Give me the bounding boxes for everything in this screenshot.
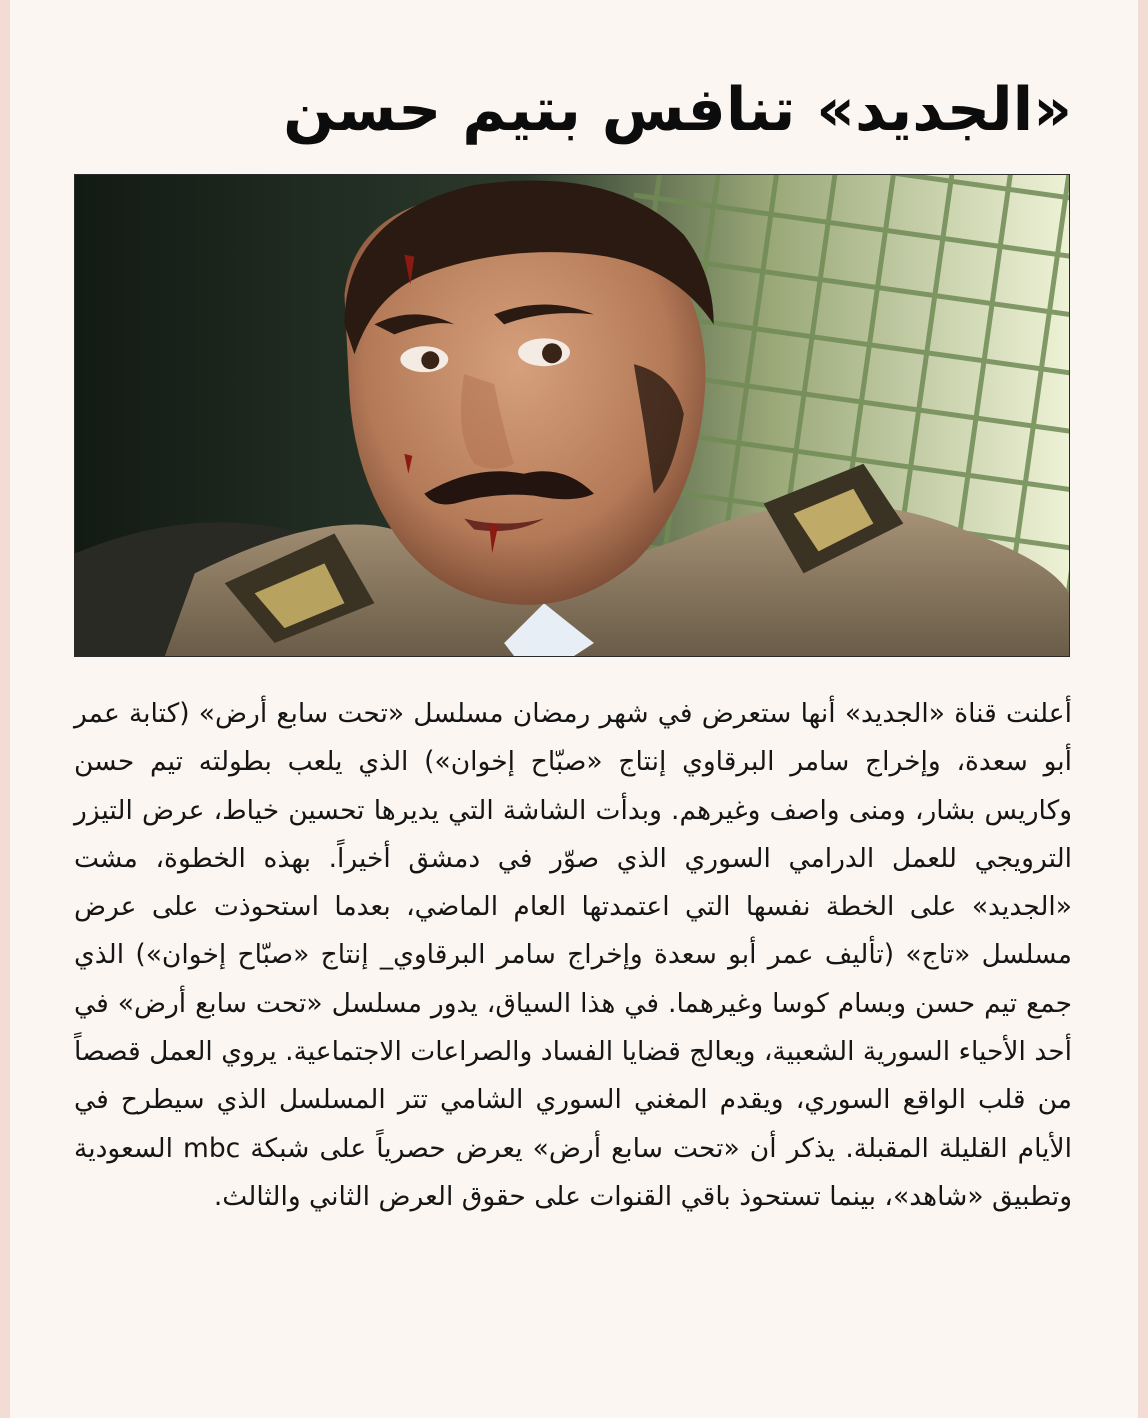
article-headline: «الجديد» تنافس بتيم حسن xyxy=(283,75,1072,145)
actor-photo-illustration xyxy=(75,175,1069,656)
article-photo xyxy=(74,174,1070,657)
article-body: أعلنت قناة «الجديد» أنها ستعرض في شهر رمضان مسلسل «تحت سابع أرض» (كتابة عمر أبو سعدة، وإخراج سامر البرقاوي إنتاج «صبّاح إخوان») الذي يلعب بطولته تيم حسن وكاريس بشار، ومنى واصف وغيرهم. وبدأت الشاشة التي يديرها تحسين خياط، عرض التيزر الترويجي للعمل الدرامي السوري الذي صوّر في دمشق أخيراً. بهذه الخطوة، مشت «الجديد» على الخطة نفسها التي اعتمدتها العام الماضي، بعدما استحوذت على عرض مسلسل «تاج» (تأليف عمر أبو سعدة وإخراج سامر البرقاوي_ إنتاج «صبّاح إخوان») الذي جمع تيم حسن وبسام كوسا وغيرهما. في هذا السياق، يدور مسلسل «تحت سابع أرض» في أحد الأحياء السورية الشعبية، ويعالج قضايا الفساد والصراعات الاجتماعية. يروي العمل قصصاً من قلب الواقع السوري، ويقدم المغني السوري الشامي تتر المسلسل الذي سيطرح في الأيام القليلة المقبلة. يذكر أن «تحت سابع أرض» يعرض حصرياً على شبكة mbc السعودية وتطبيق «شاهد»، بينما تستحوذ باقي القنوات على حقوق العرض الثاني والثالث. xyxy=(74,698,1072,1212)
